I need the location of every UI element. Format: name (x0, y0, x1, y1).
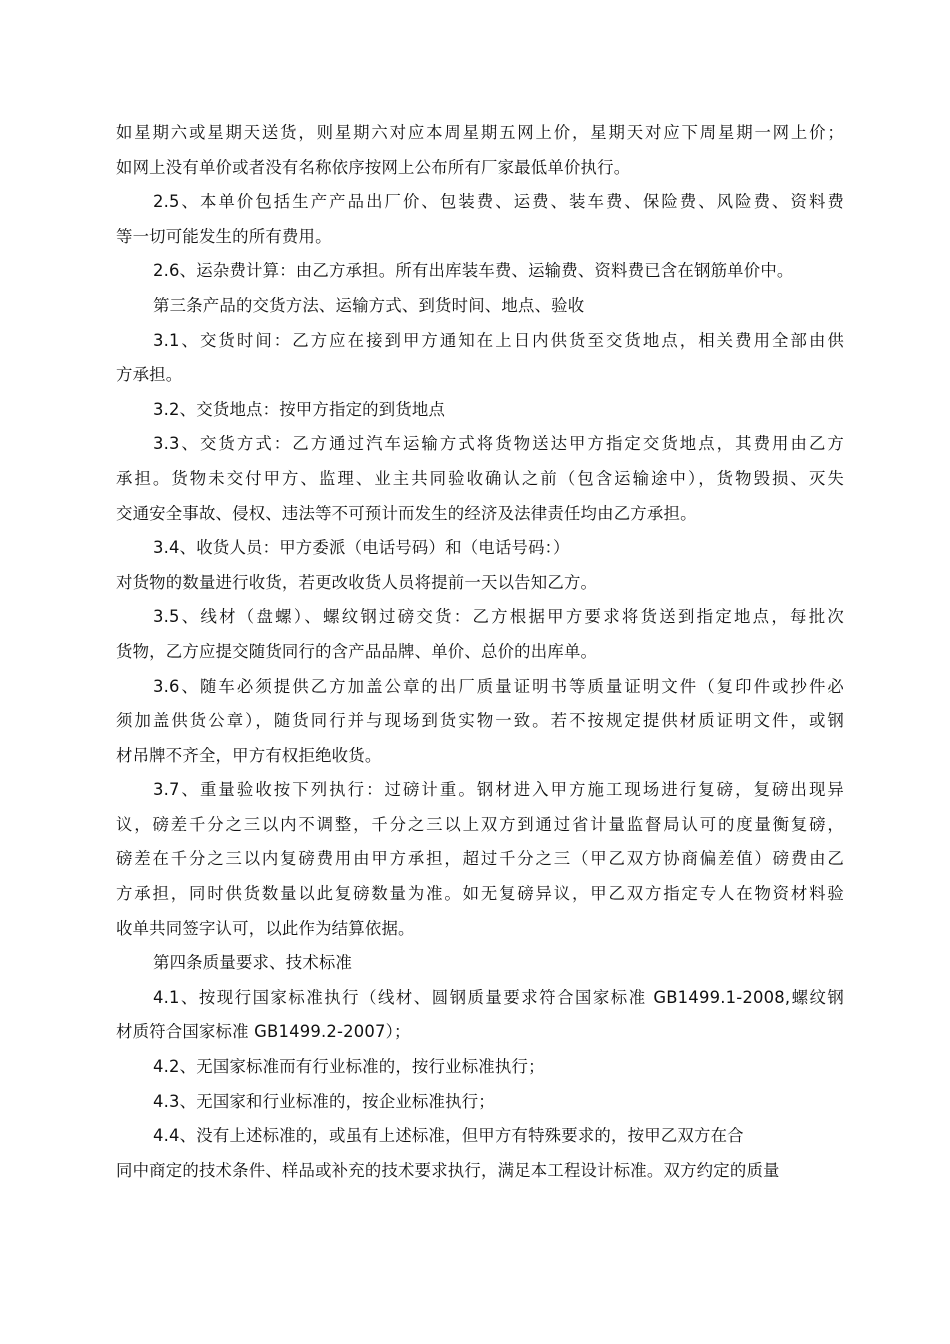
paragraph-line: 第四条质量要求、技术标准 (153, 953, 353, 973)
paragraph-line: 3.5、线材（盘螺）、螺纹钢过磅交货：乙方根据甲方要求将货送到指定地点，每批次 (153, 607, 844, 627)
paragraph-line: 须加盖供货公章），随货同行并与现场到货实物一致。若不按规定提供材质证明文件，或钢 (116, 711, 844, 731)
paragraph-line: 承担。货物未交付甲方、监理、业主共同验收确认之前（包含运输途中），货物毁损、灭失 (116, 468, 844, 488)
contract-paragraph (116, 946, 844, 981)
paragraph-line: 3.6、随车必须提供乙方加盖公章的出厂质量证明书等质量证明文件（复印件或抄件必 (153, 676, 844, 696)
paragraph-line: 如网上没有单价或者没有名称依序按网上公布所有厂家最低单价执行。 (116, 157, 631, 177)
paragraph-line: 材质符合国家标准 GB1499.2-2007）； (116, 1022, 411, 1042)
paragraph-line: 材吊牌不齐全，甲方有权拒绝收货。 (116, 745, 382, 765)
paragraph-line: 议，磅差千分之三以内不调整，千分之三以上双方到通过省计量监督局认可的度量衡复磅， (116, 814, 844, 834)
paragraph-line: 2.6、运杂费计算：由乙方承担。所有出库装车费、运输费、资料费已含在钢筋单价中。 (153, 261, 794, 281)
paragraph-line: 对货物的数量进行收货，若更改收货人员将提前一天以告知乙方。 (116, 572, 598, 592)
paragraph-line: 3.3、交货方式：乙方通过汽车运输方式将货物送达甲方指定交货地点，其费用由乙方 (153, 434, 844, 454)
paragraph-line: 4.1、按现行国家标准执行（线材、圆钢质量要求符合国家标准 GB1499.1-2008,螺纹钢 (153, 987, 844, 1007)
contract-paragraph (116, 427, 844, 531)
paragraph-line: 方承担，同时供货数量以此复磅数量为准。如无复磅异议，甲乙双方指定专人在物资材料验 (116, 884, 844, 904)
paragraph-line: 3.1、交货时间：乙方应在接到甲方通知在上日内供货至交货地点，相关费用全部由供 (153, 330, 844, 350)
paragraph-line: 同中商定的技术条件、样品或补充的技术要求执行，满足本工程设计标准。双方约定的质量 (116, 1160, 780, 1180)
contract-paragraph (116, 670, 844, 774)
contract-paragraph (116, 393, 844, 428)
paragraph-line: 如星期六或星期天送货，则星期六对应本周星期五网上价，星期天对应下周星期一网上价； (116, 123, 844, 142)
contract-paragraph (116, 324, 844, 393)
paragraph-line: 方承担。 (116, 365, 183, 385)
paragraph-line: 4.2、无国家标准而有行业标准的，按行业标准执行； (153, 1057, 545, 1077)
paragraph-line: 3.2、交货地点：按甲方指定的到货地点 (153, 399, 446, 419)
paragraph-line: 2.5、本单价包括生产产品出厂价、包装费、运费、装车费、保险费、风险费、资料费 (153, 192, 844, 212)
contract-paragraph (116, 1154, 844, 1189)
paragraph-line: 收单共同签字认可，以此作为结算依据。 (116, 918, 415, 938)
paragraph-line: 磅差在千分之三以内复磅费用由甲方承担，超过千分之三（甲乙双方协商偏差值）磅费由乙 (116, 849, 844, 869)
contract-paragraph (116, 116, 844, 185)
contract-paragraph (116, 773, 844, 946)
paragraph-line: 4.4、没有上述标准的，或虽有上述标准，但甲方有特殊要求的，按甲乙双方在合 (153, 1126, 744, 1146)
paragraph-line: 4.3、无国家和行业标准的，按企业标准执行； (153, 1091, 495, 1111)
contract-body (116, 116, 844, 1188)
contract-paragraph (116, 1085, 844, 1120)
paragraph-line: 第三条产品的交货方法、运输方式、到货时间、地点、验收 (153, 295, 585, 315)
contract-paragraph (116, 531, 844, 566)
contract-paragraph (116, 254, 844, 289)
paragraph-line: 3.7、重量验收按下列执行：过磅计重。钢材进入甲方施工现场进行复磅，复磅出现异 (153, 780, 844, 800)
paragraph-line: 交通安全事故、侵权、违法等不可预计而发生的经济及法律责任均由乙方承担。 (116, 503, 697, 523)
contract-paragraph (116, 185, 844, 254)
contract-paragraph (116, 289, 844, 324)
contract-paragraph (116, 1119, 844, 1154)
paragraph-line: 等一切可能发生的所有费用。 (116, 226, 332, 246)
paragraph-line: 货物，乙方应提交随货同行的含产品品牌、单价、总价的出库单。 (116, 641, 598, 661)
contract-paragraph (116, 566, 844, 601)
paragraph-line: 3.4、收货人员：甲方委派（电话号码）和（电话号码：） (153, 538, 570, 558)
contract-paragraph (116, 1050, 844, 1085)
contract-paragraph (116, 981, 844, 1050)
contract-paragraph (116, 600, 844, 669)
